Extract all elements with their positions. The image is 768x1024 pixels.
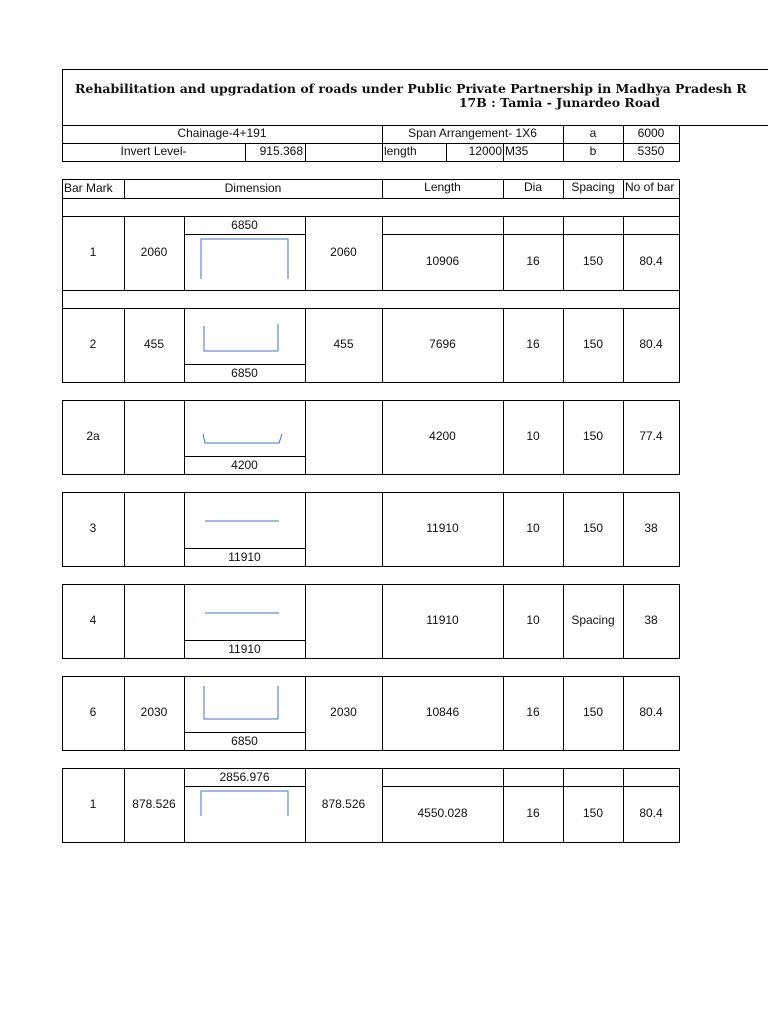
bar-shape-open-up-icon <box>184 308 305 364</box>
bar-length: 10906 <box>425 254 460 268</box>
shape-dimension: 11910 <box>228 550 261 564</box>
header-spacing: Spacing <box>571 180 615 194</box>
bar-spacing: 150 <box>582 337 604 351</box>
bar-count: 38 <box>644 613 658 627</box>
length-label: length <box>384 144 417 158</box>
bar-mark: 1 <box>89 797 97 811</box>
bar-dia: 10 <box>526 521 540 535</box>
bar-length: 4550.028 <box>417 806 468 820</box>
header-bar-mark: Bar Mark <box>64 181 113 195</box>
bar-mark: 1 <box>89 245 97 259</box>
left-leg: 455 <box>143 337 165 351</box>
bar-dia: 16 <box>526 806 540 820</box>
bar-shape-open-down-icon <box>184 234 305 290</box>
chainage-label: Chainage-4+191 <box>177 126 267 140</box>
bar-shape-open-up-icon <box>184 676 305 732</box>
header-dia: Dia <box>523 180 542 194</box>
bar-count: 80.4 <box>639 337 663 351</box>
bar-length: 4200 <box>429 429 456 443</box>
a-value: 6000 <box>637 126 665 140</box>
bar-mark: 3 <box>89 521 97 535</box>
bar-shape-straight-icon <box>184 584 305 640</box>
right-leg: 2030 <box>330 705 357 719</box>
bar-shape-shallow-up-icon <box>184 400 305 456</box>
b-label: b <box>589 144 597 158</box>
bar-length: 11910 <box>426 613 459 627</box>
bar-length: 10846 <box>425 705 460 719</box>
header-no-of-bar: No of bar <box>625 180 675 194</box>
bar-length: 11910 <box>426 521 459 535</box>
bar-mark: 2 <box>89 337 97 351</box>
document-title-line2: 17B : Tamia - Junardeo Road <box>458 95 660 110</box>
length-value: 12000 <box>468 144 502 158</box>
bar-shape-open-down-icon <box>184 786 305 842</box>
shape-dimension: 4200 <box>231 458 258 472</box>
bar-dia: 16 <box>526 337 540 351</box>
bar-count: 80.4 <box>639 254 663 268</box>
bar-count: 80.4 <box>639 806 663 820</box>
shape-dimension: 6850 <box>231 218 258 232</box>
separator-row <box>62 290 680 309</box>
bar-mark: 2a <box>86 429 100 443</box>
bar-spacing: Spacing <box>571 613 615 627</box>
bar-mark: 4 <box>89 613 97 627</box>
left-leg: 2030 <box>140 705 168 719</box>
bar-spacing: 150 <box>582 705 604 719</box>
bar-mark: 6 <box>89 705 97 719</box>
shape-dimension: 2856.976 <box>219 770 270 784</box>
bar-count: 77.4 <box>639 429 663 443</box>
bar-dia: 10 <box>526 429 540 443</box>
bar-spacing: 150 <box>582 254 604 268</box>
shape-dimension: 11910 <box>228 642 261 656</box>
right-leg: 878.526 <box>321 797 366 811</box>
header-dimension: Dimension <box>224 181 282 195</box>
bar-shape-straight-icon <box>184 492 305 548</box>
right-leg: 455 <box>333 337 354 351</box>
shape-dimension: 6850 <box>231 366 258 380</box>
bar-dia: 16 <box>526 705 540 719</box>
span-arrangement: Span Arrangement- 1X6 <box>408 126 537 140</box>
bar-length: 7696 <box>429 337 456 351</box>
header-length: Length <box>424 180 461 194</box>
bar-spacing: 150 <box>582 429 604 443</box>
b-value: 5350 <box>637 144 665 158</box>
invert-level-label: Invert Level- <box>120 144 187 158</box>
document-title-line1: Rehabilitation and upgradation of roads under Public Private Partnership in Madhya Pradesh R <box>75 81 747 96</box>
invert-level-value: 915.368 <box>259 144 303 158</box>
left-leg: 2060 <box>140 245 168 259</box>
bar-count: 80.4 <box>639 705 663 719</box>
bar-count: 38 <box>644 521 658 535</box>
bar-spacing: 150 <box>582 806 604 820</box>
bar-spacing: 150 <box>582 521 604 535</box>
right-leg: 2060 <box>330 245 357 259</box>
a-label: a <box>589 126 597 140</box>
bar-dia: 10 <box>526 613 540 627</box>
shape-dimension: 6850 <box>231 734 258 748</box>
bar-dia: 16 <box>526 254 540 268</box>
left-leg: 878.526 <box>132 797 176 811</box>
concrete-grade: M35 <box>505 144 529 158</box>
